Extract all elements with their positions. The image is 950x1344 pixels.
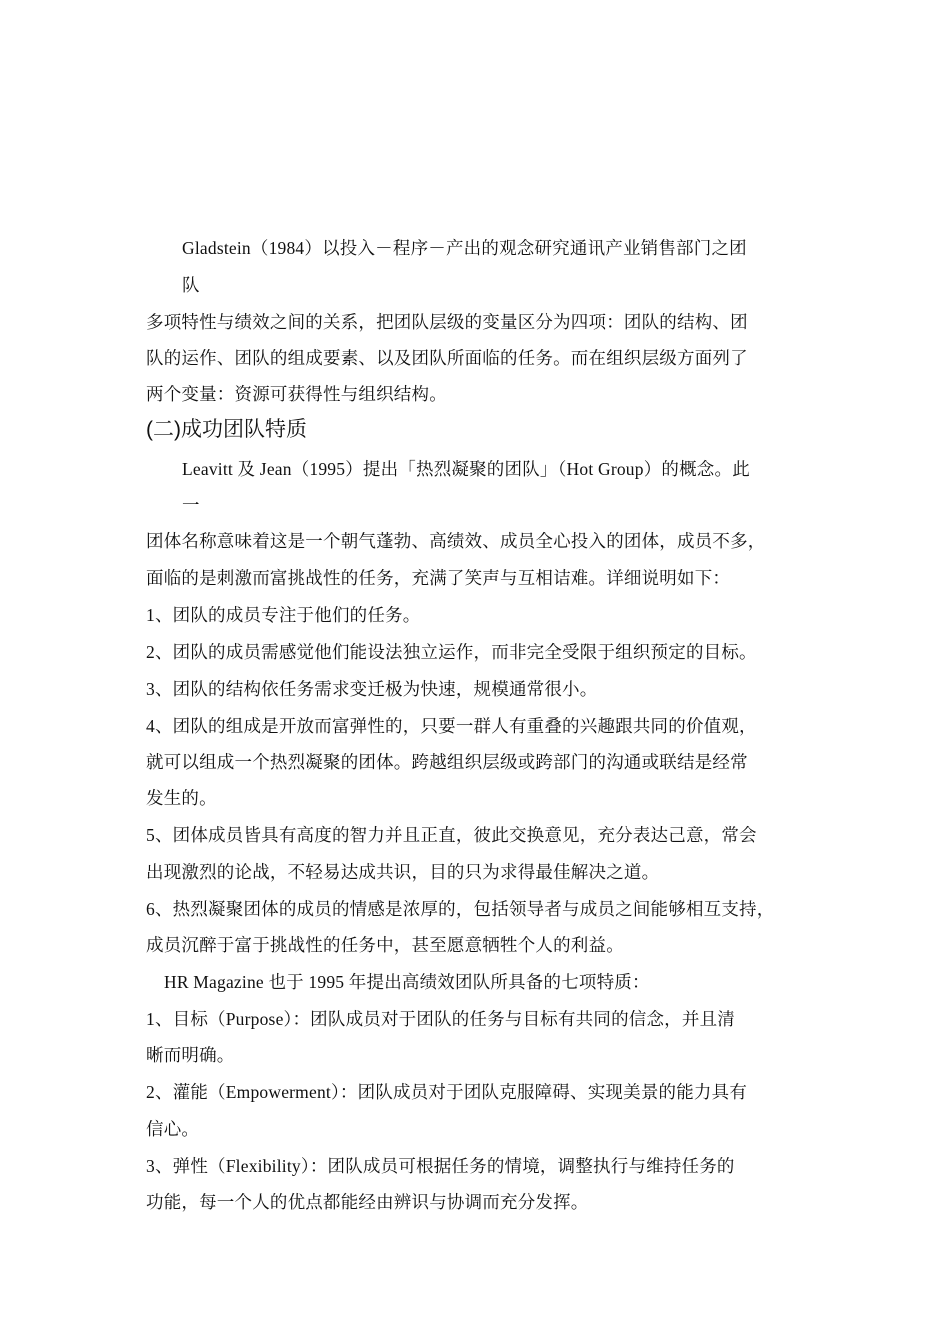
paragraph-line: 队 [182, 275, 200, 295]
paragraph-line: 晰而明确。 [146, 1045, 235, 1065]
list-item: 5、团体成员皆具有高度的智力并且正直，彼此交换意见，充分表达己意，常会 [146, 825, 757, 845]
paragraph-line: 队的运作、团队的组成要素、以及团队所面临的任务。而在组织层级方面列了 [146, 348, 748, 368]
list-item: 2、灌能（Empowerment）：团队成员对于团队克服障碍、实现美景的能力具有 [146, 1082, 748, 1102]
list-item: 1、目标（Purpose）：团队成员对于团队的任务与目标有共同的信念，并且清 [146, 1009, 735, 1029]
paragraph-line: 发生的。 [146, 788, 217, 808]
list-item: 4、团队的组成是开放而富弹性的，只要一群人有重叠的兴趣跟共同的价值观， [146, 716, 757, 736]
paragraph-line: HR Magazine 也于 1995 年提出高绩效团队所具备的七项特质： [164, 972, 650, 992]
paragraph-line: Gladstein（1984）以投入－程序－产出的观念研究通讯产业销售部门之团 [182, 238, 747, 258]
paragraph-line: 多项特性与绩效之间的关系，把团队层级的变量区分为四项：团队的结构、团 [146, 312, 748, 332]
paragraph-line: 面临的是刺激而富挑战性的任务，充满了笑声与互相诘难。详细说明如下： [146, 568, 731, 588]
paragraph-line: Leavitt 及 Jean（1995）提出「热烈凝聚的团队」（Hot Group）的概念。此 [182, 459, 750, 479]
paragraph-line: 团体名称意味着这是一个朝气蓬勃、高绩效、成员全心投入的团体，成员不多， [146, 531, 766, 551]
paragraph-line: 两个变量：资源可获得性与组织结构。 [146, 384, 447, 404]
paragraph-line: 出现激烈的论战，不轻易达成共识，目的只为求得最佳解决之道。 [146, 862, 660, 882]
paragraph-line: 信心。 [146, 1119, 200, 1139]
section-heading: (二)成功团队特质 [146, 418, 307, 441]
paragraph-line: 功能，每一个人的优点都能经由辨识与协调而充分发挥。 [146, 1192, 589, 1212]
paragraph-line: 一 [182, 495, 200, 515]
list-item: 3、团队的结构依任务需求变迁极为快速，规模通常很小。 [146, 679, 598, 699]
paragraph-line: 就可以组成一个热烈凝聚的团体。跨越组织层级或跨部门的沟通或联结是经常 [146, 752, 748, 772]
list-item: 1、团队的成员专注于他们的任务。 [146, 605, 421, 625]
list-item: 3、弹性（Flexibility）：团队成员可根据任务的情境，调整执行与维持任务的 [146, 1156, 735, 1176]
list-item: 2、团队的成员需感觉他们能设法独立运作，而非完全受限于组织预定的目标。 [146, 642, 757, 662]
list-item: 6、热烈凝聚团体的成员的情感是浓厚的，包括领导者与成员之间能够相互支持， [146, 899, 775, 919]
paragraph-line: 成员沉醉于富于挑战性的任务中，甚至愿意牺牲个人的利益。 [146, 935, 624, 955]
